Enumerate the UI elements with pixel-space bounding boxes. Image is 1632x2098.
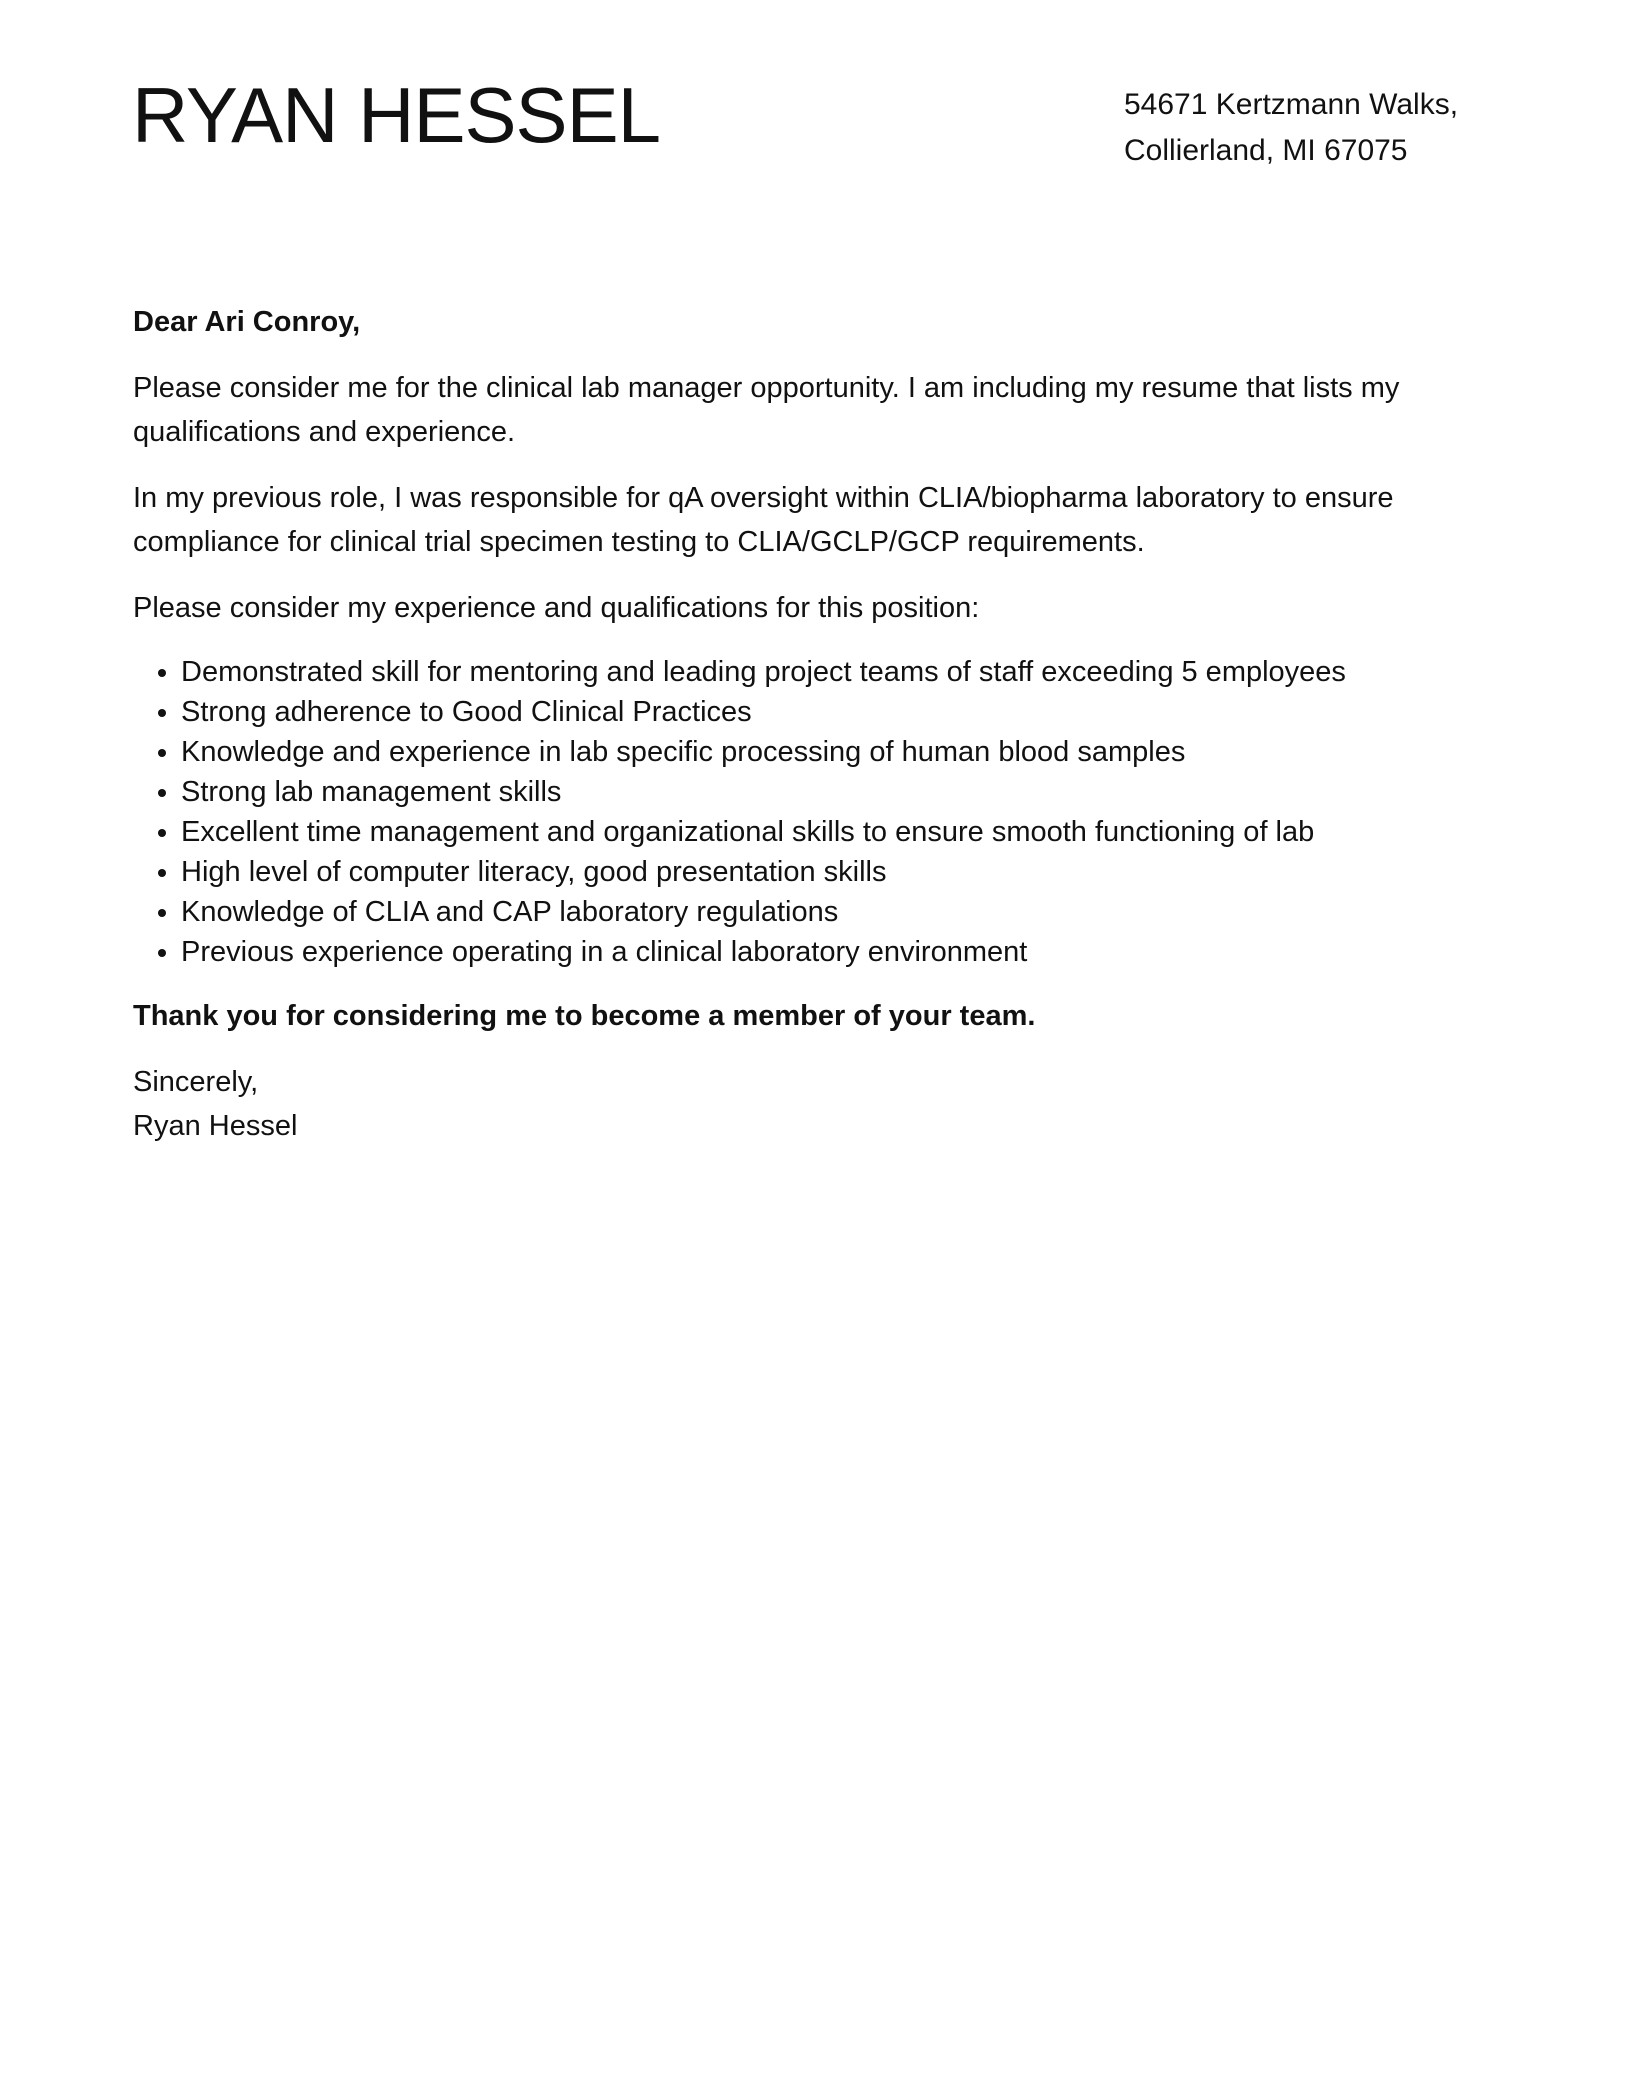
applicant-name: RYAN HESSEL (132, 71, 660, 159)
letter-body (133, 300, 1513, 1148)
list-item: • Previous experience operating in a clinical laboratory environment (181, 932, 1513, 972)
list-item: • Demonstrated skill for mentoring and leading project teams of staff exceeding 5 employees (181, 652, 1513, 692)
closing-statement: Thank you for considering me to become a member of your team. (133, 1000, 1036, 1032)
paragraph: In my previous role, I was responsible for qA oversight within CLIA/biopharma laboratory to ensure compliance for clinical trial specimen testing to CLIA/GCLP/GCP requirements. (133, 482, 1394, 558)
address-line-1: 54671 Kertzmann Walks, (1124, 88, 1459, 121)
list-item: • Knowledge of CLIA and CAP laboratory regulations (181, 892, 1513, 932)
paragraph: Please consider my experience and qualifications for this position: (133, 592, 980, 624)
salutation: Dear Ari Conroy, (133, 306, 361, 338)
list-item: • High level of computer literacy, good presentation skills (181, 852, 1513, 892)
list-item: • Excellent time management and organizational skills to ensure smooth functioning of lab (181, 812, 1513, 852)
address-line-2: Collierland, MI 67075 (1124, 134, 1408, 167)
list-item: • Strong adherence to Good Clinical Practices (181, 692, 1513, 732)
list-item: • Strong lab management skills (181, 772, 1513, 812)
signature: Ryan Hessel (133, 1110, 298, 1142)
list-item: • Knowledge and experience in lab specific processing of human blood samples (181, 732, 1513, 772)
paragraph: Please consider me for the clinical lab manager opportunity. I am including my resume that lists my qualifications and experience. (133, 372, 1400, 448)
qualifications-list (133, 652, 1513, 972)
signoff: Sincerely, (133, 1066, 259, 1098)
address-block (1124, 82, 1458, 174)
